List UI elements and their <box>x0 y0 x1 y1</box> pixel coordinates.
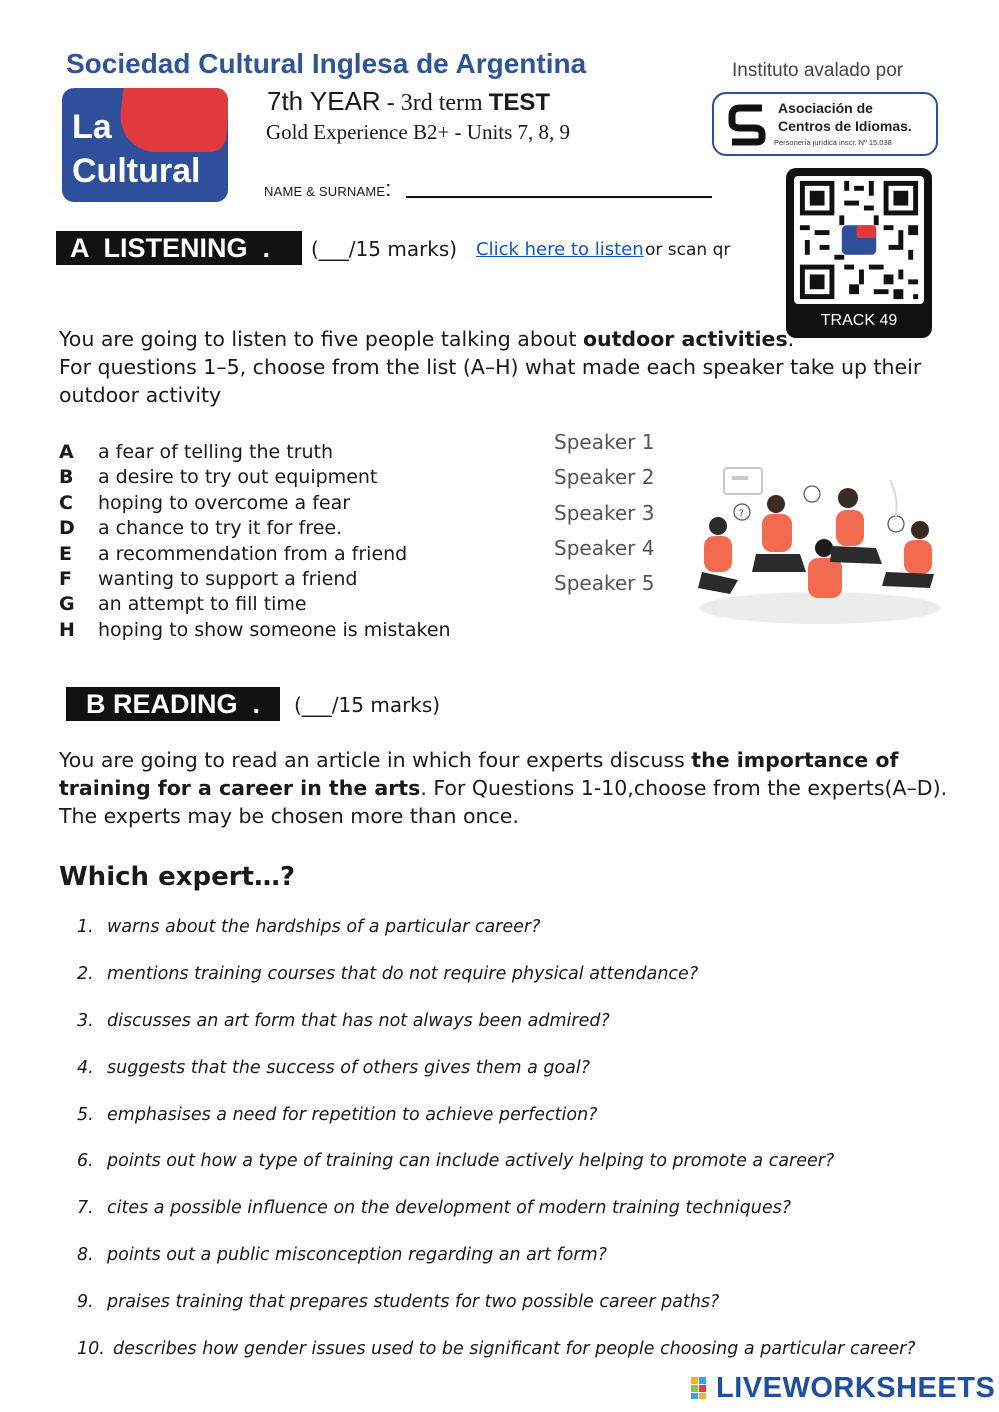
test-title <box>267 86 550 117</box>
logo-text-line1: La <box>72 108 112 146</box>
question-text: suggests that the success of others gives them a goal? <box>107 1057 591 1078</box>
option-text: a recommendation from a friend <box>98 542 408 565</box>
question-number: 1. <box>77 917 94 937</box>
qr-code-icon <box>794 176 924 304</box>
option-key: D <box>59 517 75 540</box>
question-text: cites a possible influence on the development of modern training techniques? <box>107 1198 792 1219</box>
organization-title: Sociedad Cultural Inglesa de Argentina <box>66 48 587 79</box>
reading-intro-rest: . For Questions 1-10,choose from the experts(A–D). The experts may be chosen more than once. <box>59 776 948 828</box>
option-text: a chance to try it for free. <box>98 517 343 540</box>
question-number: 5. <box>77 1104 94 1125</box>
aci-line3: Personería jurídica inscr. Nº 15.038 <box>774 138 892 147</box>
course-subtitle: Gold Experience B2+ - Units 7, 8, 9 <box>266 120 571 144</box>
aci-mark-icon <box>728 104 768 146</box>
speaker-label: Speaker 4 <box>554 535 655 560</box>
option-key: B <box>59 466 74 489</box>
question-number: 4. <box>77 1057 94 1078</box>
option-text: wanting to support a friend <box>98 567 358 590</box>
question-text: warns about the hardships of a particular career? <box>107 917 541 937</box>
name-label-colon: : <box>385 176 392 201</box>
reading-intro-bold: the importance of training for a career in the arts <box>59 748 899 800</box>
reading-instructions <box>59 746 959 830</box>
speaker-label: Speaker 3 <box>554 500 655 525</box>
term-text: - 3rd term <box>380 90 489 116</box>
option-text: a desire to try out equipment <box>98 466 378 489</box>
logo-speech-bubble <box>117 88 228 152</box>
year-word: YEAR <box>303 86 381 116</box>
listening-intro-bold: outdoor activities <box>582 327 788 351</box>
question-number: 9. <box>77 1292 94 1313</box>
logo-text-line2: Cultural <box>72 152 201 190</box>
liveworksheets-wordmark: LIVEWORKSHEETS <box>716 1372 996 1404</box>
question-text: describes how gender issues used to be significant for people choosing a particular career? <box>113 1339 916 1360</box>
option-key: H <box>59 618 75 641</box>
institute-label: Instituto avalado por <box>732 60 904 81</box>
question-text: points out a public misconception regarding an art form? <box>107 1245 607 1266</box>
question-number: 2. <box>77 963 94 984</box>
listening-instructions <box>59 325 959 409</box>
question-text: discusses an art form that has not always been admired? <box>107 1010 610 1031</box>
year-number: 7th <box>267 86 304 116</box>
aci-line2: Centros de Idiomas. <box>778 118 912 134</box>
track-number: TRACK 49 <box>820 312 898 329</box>
question-number: 7. <box>77 1198 94 1219</box>
reading-section-label: B READING . <box>66 687 280 721</box>
la-cultural-logo <box>62 88 228 202</box>
listening-section-label: A LISTENING . <box>56 231 302 265</box>
group-conversation-illustration <box>690 460 940 626</box>
listening-intro-period: . <box>787 327 795 351</box>
speaker-label: Speaker 2 <box>554 465 655 490</box>
option-text: a fear of telling the truth <box>98 441 334 463</box>
question-number: 10. <box>77 1339 105 1360</box>
listening-marks: (___/15 marks) <box>311 237 458 261</box>
test-word: TEST <box>488 89 551 116</box>
qr-code-card[interactable] <box>786 168 932 338</box>
question-text: praises training that prepares students for two possible career paths? <box>107 1292 720 1313</box>
question-text: points out how a type of training can include actively helping to promote a career? <box>107 1151 835 1172</box>
option-key: A <box>59 441 74 463</box>
listening-question-instructions: For questions 1–5, choose from the list (A–H) what made each speaker take up their outdoor activity <box>59 355 922 407</box>
liveworksheets-cubes-icon <box>690 1376 714 1400</box>
listen-link[interactable]: Click here to listen <box>476 239 644 260</box>
liveworksheets-logo <box>690 1372 995 1405</box>
option-text: hoping to show someone is mistaken <box>98 618 451 641</box>
speaker-list <box>554 430 654 606</box>
question-number: 8. <box>77 1245 94 1266</box>
which-expert-heading: Which expert…? <box>59 862 296 892</box>
option-text: hoping to overcome a fear <box>98 491 351 514</box>
name-surname-label <box>264 176 392 202</box>
reading-intro-text: You are going to read an article in which four experts discuss <box>59 748 692 772</box>
question-number: 6. <box>77 1151 94 1172</box>
aci-logo <box>712 92 938 156</box>
option-key: G <box>59 593 75 616</box>
question-number: 3. <box>77 1010 94 1031</box>
speaker-label: Speaker 1 <box>554 430 655 454</box>
question-text: mentions training courses that do not require physical attendance? <box>107 963 699 984</box>
name-surname-field[interactable] <box>406 196 712 198</box>
option-text: an attempt to fill time <box>98 593 307 616</box>
listening-intro-text: You are going to listen to five people talking about <box>59 327 583 351</box>
aci-line1: Asociación de <box>778 100 873 116</box>
qr-code[interactable] <box>794 176 924 304</box>
option-key: F <box>59 567 72 590</box>
reading-marks: (___/15 marks) <box>294 693 441 717</box>
name-label-text: NAME & SURNAME <box>264 184 386 199</box>
speaker-label: Speaker 5 <box>554 571 655 596</box>
option-key: C <box>59 491 73 514</box>
option-key: E <box>59 542 72 565</box>
scan-qr-text: or scan qr <box>645 240 731 260</box>
svg-text:?: ? <box>739 509 744 519</box>
question-text: emphasises a need for repetition to achieve perfection? <box>107 1104 598 1125</box>
